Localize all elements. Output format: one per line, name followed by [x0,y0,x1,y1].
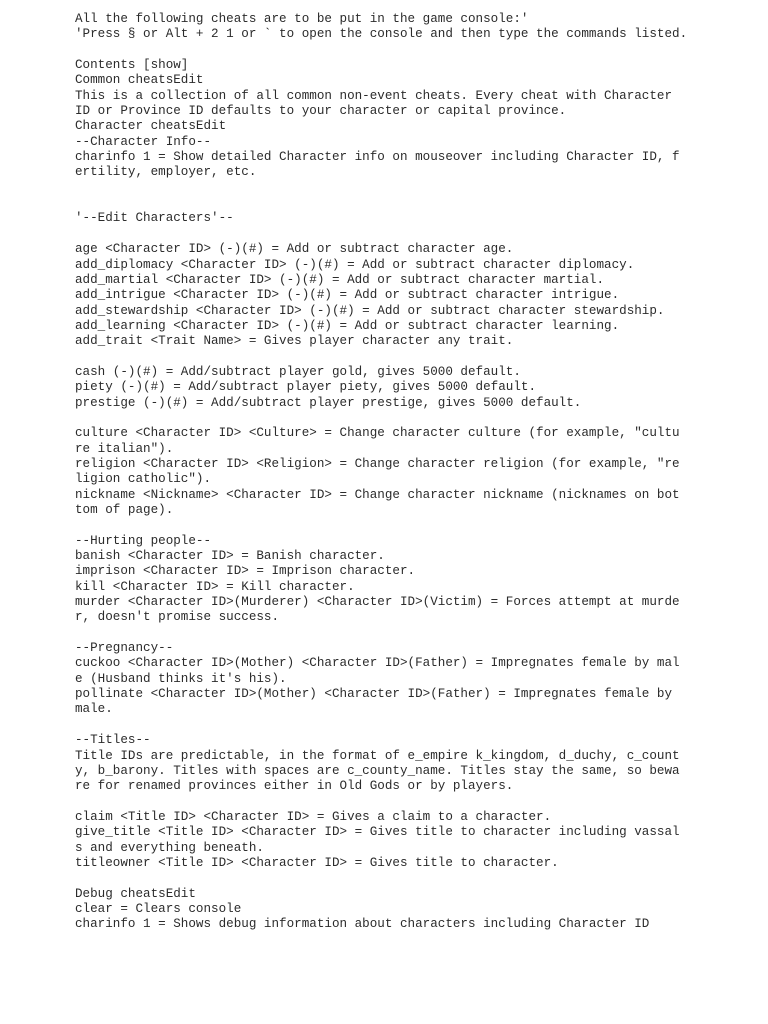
text-line: prestige (-)(#) = Add/subtract player prestige, gives 5000 default. [75,395,582,410]
text-line: banish <Character ID> = Banish character. [75,549,385,564]
text-line: re for renamed provinces either in Old Gods or by players. [75,779,514,794]
text-line: 'Press § or Alt + 2 1 or ` to open the console and then type the commands listed. [75,27,688,42]
text-line [75,795,685,810]
text-line: charinfo 1 = Shows debug information about characters including Character ID [75,917,650,932]
text-line: add_trait <Trait Name> = Gives player character any trait. [75,334,514,349]
text-line: Contents [show] [75,58,189,73]
text-line: --Character Info-- [75,134,212,149]
text-line: culture <Character ID> <Culture> = Change character culture (for example, "cultu [75,426,680,441]
text-line [75,181,685,196]
text-line: add_intrigue <Character ID> (-)(#) = Add or subtract character intrigue. [75,288,620,303]
text-line: cash (-)(#) = Add/subtract player gold, gives 5000 default. [75,364,521,379]
text-line: charinfo 1 = Show detailed Character info on mouseover including Character ID, f [75,150,680,165]
text-line: ID or Province ID defaults to your character or capital province. [75,104,567,119]
text-line: Debug cheatsEdit [75,886,196,901]
text-line: All the following cheats are to be put in the game console:' [75,12,529,26]
text-line: Title IDs are predictable, in the format of e_empire k_kingdom, d_duchy, c_count [75,748,680,763]
text-line: ligion catholic"). [75,472,212,487]
text-line [75,227,685,242]
text-line: Character cheatsEdit [75,119,227,134]
text-line: nickname <Nickname> <Character ID> = Change character nickname (nicknames on bot [75,487,680,502]
text-line: tom of page). [75,503,174,517]
text-line: --Hurting people-- [75,533,212,548]
text-line: add_martial <Character ID> (-)(#) = Add or subtract character martial. [75,272,605,287]
text-line: imprison <Character ID> = Imprison character. [75,564,416,579]
text-line: titleowner <Title ID> <Character ID> = Gives title to character. [75,855,559,870]
text-line: add_learning <Character ID> (-)(#) = Add or subtract character learning. [75,318,620,333]
text-line: add_stewardship <Character ID> (-)(#) = Add or subtract character stewardship. [75,303,665,318]
text-line: piety (-)(#) = Add/subtract player piety, gives 5000 default. [75,380,537,395]
text-line: ertility, employer, etc. [75,165,257,180]
text-line: murder <Character ID>(Murderer) <Character ID>(Victim) = Forces attempt at murde [75,595,680,610]
document-body [75,12,688,933]
text-line: '--Edit Characters'-- [75,211,234,226]
text-line: --Titles-- [75,733,151,748]
text-line: This is a collection of all common non-event cheats. Every cheat with Character [75,88,673,103]
text-line: s and everything beneath. [75,840,264,855]
text-line [75,196,685,211]
text-line [75,718,685,733]
text-line [75,871,685,886]
text-line [75,518,685,533]
text-line: re italian"). [75,441,174,456]
text-line: give_title <Title ID> <Character ID> = Gives title to character including vassal [75,825,680,840]
text-line: clear = Clears console [75,901,242,916]
text-line: male. [75,702,113,717]
text-line: religion <Character ID> <Religion> = Change character religion (for example, "re [75,456,680,471]
text-line: claim <Title ID> <Character ID> = Gives a claim to a character. [75,809,552,824]
text-line [75,350,685,365]
text-line: --Pregnancy-- [75,641,174,656]
text-line [75,411,685,426]
text-line: kill <Character ID> = Kill character. [75,579,355,594]
text-line [75,43,685,58]
text-line: pollinate <Character ID>(Mother) <Character ID>(Father) = Impregnates female by [75,687,673,702]
text-line: y, b_barony. Titles with spaces are c_county_name. Titles stay the same, so bewa [75,763,680,778]
text-line: add_diplomacy <Character ID> (-)(#) = Add or subtract character diplomacy. [75,257,635,272]
text-line: e (Husband thinks it's his). [75,671,287,686]
text-line [75,626,685,641]
text-line: age <Character ID> (-)(#) = Add or subtract character age. [75,242,514,257]
text-line: cuckoo <Character ID>(Mother) <Character ID>(Father) = Impregnates female by mal [75,656,680,671]
text-line: r, doesn't promise success. [75,610,280,625]
text-line: Common cheatsEdit [75,73,204,88]
